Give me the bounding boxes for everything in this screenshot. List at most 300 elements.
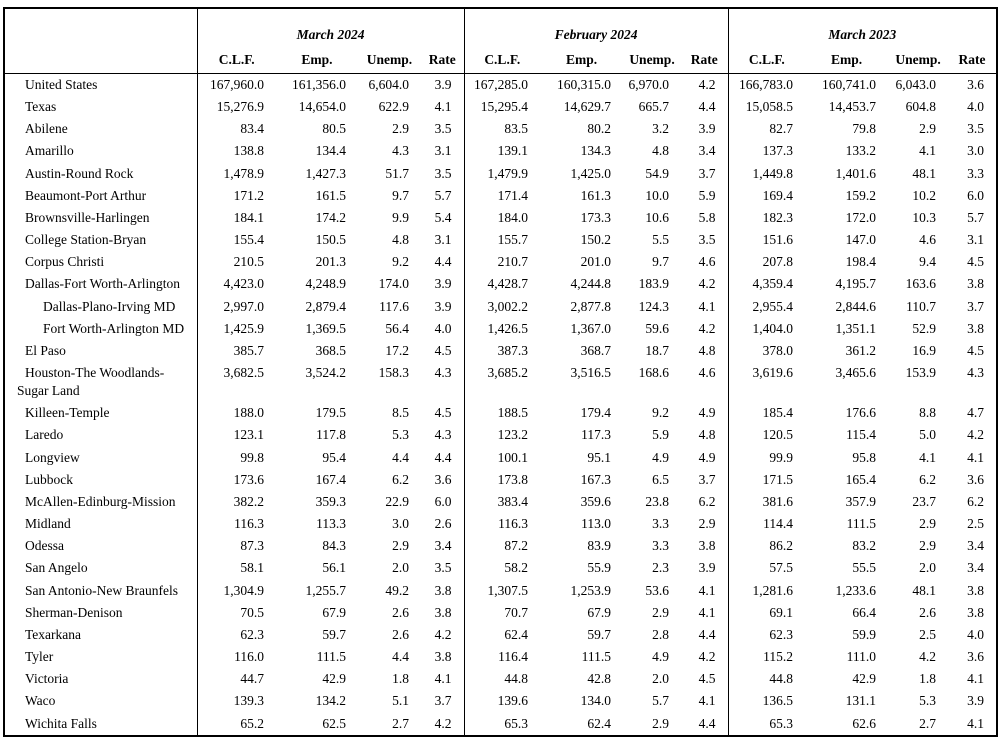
value-cell: 62.3 xyxy=(197,624,276,646)
value-cell: 3.4 xyxy=(434,538,452,554)
value-cell: 4.1 xyxy=(967,671,985,687)
value-cell: 66.4 xyxy=(852,604,877,620)
value-cell: 9.9 xyxy=(392,209,409,225)
value-cell: 622.9 xyxy=(378,99,409,115)
value-cell: 51.7 xyxy=(385,165,409,181)
labor-force-table xyxy=(3,7,998,737)
value-cell: 171.2 xyxy=(197,185,276,207)
area-label: Dallas-Fort Worth-Arlington xyxy=(25,276,181,292)
value-cell: 3.9 xyxy=(434,77,452,92)
value-cell: 3.8 xyxy=(967,604,985,620)
value-cell: 99.9 xyxy=(728,447,805,469)
value-cell: 1,401.6 xyxy=(835,165,877,181)
value-cell: 23.7 xyxy=(912,493,937,509)
value-cell: 54.9 xyxy=(645,165,670,181)
value-cell: 3.3 xyxy=(652,538,670,554)
table-row xyxy=(4,229,997,251)
value-cell: 4.3 xyxy=(967,365,985,381)
value-cell: 4.4 xyxy=(392,649,409,665)
value-cell: 134.4 xyxy=(315,143,346,159)
value-cell: 4,423.0 xyxy=(197,273,276,295)
value-cell: 42.9 xyxy=(852,671,877,687)
value-cell: 134.3 xyxy=(580,143,612,159)
value-cell: 1,426.5 xyxy=(464,318,540,340)
value-cell: 1,425.9 xyxy=(197,318,276,340)
area-label: Abilene xyxy=(25,121,68,137)
area-label: El Paso xyxy=(25,342,66,358)
value-cell: 15,058.5 xyxy=(728,96,805,118)
value-cell: 95.8 xyxy=(852,449,877,465)
column-header-emp: Emp. xyxy=(540,43,623,74)
value-cell: 3.6 xyxy=(967,649,985,665)
value-cell: 3.4 xyxy=(698,143,716,159)
value-cell: 4.4 xyxy=(698,99,716,115)
value-cell: 188.5 xyxy=(464,402,540,424)
value-cell: 6,970.0 xyxy=(628,77,670,92)
value-cell: 49.2 xyxy=(385,582,409,598)
value-cell: 83.5 xyxy=(464,118,540,140)
value-cell: 4.0 xyxy=(434,320,452,336)
value-cell: 65.3 xyxy=(728,713,805,736)
value-cell: 161,356.0 xyxy=(292,77,346,92)
value-cell: 83.9 xyxy=(587,538,612,554)
value-cell: 44.8 xyxy=(464,668,540,690)
value-cell: 361.2 xyxy=(845,342,877,358)
value-cell: 4.8 xyxy=(698,427,716,443)
value-cell: 160,315.0 xyxy=(557,77,612,92)
value-cell: 48.1 xyxy=(912,582,937,598)
value-cell: 1,351.1 xyxy=(835,320,877,336)
value-cell: 55.5 xyxy=(852,560,877,576)
value-cell: 123.1 xyxy=(197,424,276,446)
value-cell: 23.8 xyxy=(645,493,670,509)
value-cell: 6.0 xyxy=(967,187,985,203)
value-cell: 5.3 xyxy=(919,693,937,709)
value-cell: 3.9 xyxy=(434,276,452,292)
value-cell: 4.9 xyxy=(698,405,716,421)
value-cell: 8.5 xyxy=(392,405,409,421)
value-cell: 84.3 xyxy=(322,538,346,554)
value-cell: 5.7 xyxy=(967,209,985,225)
value-cell: 179.4 xyxy=(580,405,612,421)
value-cell: 3.8 xyxy=(434,582,452,598)
value-cell: 2.9 xyxy=(652,604,670,620)
value-cell: 87.2 xyxy=(464,535,540,557)
value-cell: 59.7 xyxy=(587,626,612,642)
value-cell: 182.3 xyxy=(728,207,805,229)
value-cell: 4.5 xyxy=(967,254,985,270)
value-cell: 378.0 xyxy=(728,340,805,362)
column-header-clf: C.L.F. xyxy=(197,43,276,74)
value-cell: 359.6 xyxy=(580,493,612,509)
value-cell: 124.3 xyxy=(638,298,670,314)
value-cell: 3,524.2 xyxy=(305,365,346,381)
value-cell: 179.5 xyxy=(315,405,346,421)
value-cell: 10.0 xyxy=(645,187,670,203)
value-cell: 3.8 xyxy=(434,649,452,665)
value-cell: 87.3 xyxy=(197,535,276,557)
table-row xyxy=(4,207,997,229)
value-cell: 4.9 xyxy=(698,449,716,465)
value-cell: 42.9 xyxy=(322,671,346,687)
value-cell: 2.9 xyxy=(919,538,937,554)
area-label: Odessa xyxy=(25,538,64,554)
value-cell: 9.2 xyxy=(392,254,409,270)
area-label: Amarillo xyxy=(25,143,74,159)
value-cell: 53.6 xyxy=(645,582,670,598)
value-cell: 115.4 xyxy=(846,427,877,443)
value-cell: 1.8 xyxy=(919,671,937,687)
value-cell: 1,307.5 xyxy=(464,580,540,602)
value-cell: 4,244.8 xyxy=(570,276,612,292)
value-cell: 116.3 xyxy=(464,513,540,535)
value-cell: 173.8 xyxy=(464,469,540,491)
table-row xyxy=(4,340,997,362)
value-cell: 3,682.5 xyxy=(197,362,276,402)
value-cell: 383.4 xyxy=(464,491,540,513)
value-cell: 4.1 xyxy=(919,449,937,465)
area-label: Killeen-Temple xyxy=(25,405,110,421)
value-cell: 4.1 xyxy=(967,449,985,465)
value-cell: 4.2 xyxy=(967,427,985,443)
value-cell: 5.7 xyxy=(434,187,452,203)
column-header-clf: C.L.F. xyxy=(728,43,805,74)
value-cell: 1.8 xyxy=(392,671,409,687)
value-cell: 4.1 xyxy=(967,715,985,731)
value-cell: 2.9 xyxy=(392,538,409,554)
value-cell: 9.4 xyxy=(919,254,937,270)
value-cell: 184.1 xyxy=(197,207,276,229)
value-cell: 131.1 xyxy=(845,693,877,709)
value-cell: 2.7 xyxy=(392,715,409,731)
value-cell: 42.8 xyxy=(587,671,612,687)
value-cell: 357.9 xyxy=(845,493,877,509)
value-cell: 2.5 xyxy=(967,516,985,532)
value-cell: 62.4 xyxy=(587,715,612,731)
value-cell: 3.9 xyxy=(967,693,985,709)
value-cell: 70.5 xyxy=(197,602,276,624)
value-cell: 59.9 xyxy=(852,626,877,642)
value-cell: 6.5 xyxy=(652,471,670,487)
value-cell: 67.9 xyxy=(587,604,612,620)
table-header xyxy=(4,8,997,74)
area-label: United States xyxy=(25,77,98,92)
value-cell: 3.5 xyxy=(967,121,985,137)
value-cell: 2.8 xyxy=(652,626,670,642)
column-header-rate: Rate xyxy=(421,43,464,74)
value-cell: 123.2 xyxy=(464,424,540,446)
value-cell: 176.6 xyxy=(845,405,877,421)
area-label: Austin-Round Rock xyxy=(25,165,134,181)
column-header-unemp: Unemp. xyxy=(623,43,681,74)
value-cell: 111.5 xyxy=(316,649,346,665)
table-row xyxy=(4,668,997,690)
table-row xyxy=(4,296,997,318)
value-cell: 65.3 xyxy=(464,713,540,736)
value-cell: 4,248.9 xyxy=(305,276,346,292)
value-cell: 4.3 xyxy=(434,427,452,443)
value-cell: 17.2 xyxy=(385,342,409,358)
value-cell: 116.3 xyxy=(197,513,276,535)
value-cell: 59.7 xyxy=(322,626,346,642)
table-row xyxy=(4,491,997,513)
value-cell: 134.0 xyxy=(580,693,612,709)
value-cell: 3,465.6 xyxy=(835,365,877,381)
area-label: Wichita Falls xyxy=(25,715,97,731)
value-cell: 3.1 xyxy=(434,232,452,248)
value-cell: 18.7 xyxy=(645,342,670,358)
value-cell: 173.3 xyxy=(580,209,612,225)
value-cell: 136.5 xyxy=(728,690,805,712)
value-cell: 2,877.8 xyxy=(570,298,612,314)
value-cell: 665.7 xyxy=(638,99,670,115)
value-cell: 166,783.0 xyxy=(728,74,805,97)
value-cell: 44.7 xyxy=(197,668,276,690)
table-row xyxy=(4,624,997,646)
value-cell: 3.8 xyxy=(698,538,716,554)
value-cell: 120.5 xyxy=(728,424,805,446)
value-cell: 1,369.5 xyxy=(305,320,346,336)
value-cell: 3.1 xyxy=(967,232,985,248)
area-label: Beaumont-Port Arthur xyxy=(25,187,147,203)
value-cell: 115.2 xyxy=(728,646,805,668)
value-cell: 161.3 xyxy=(580,187,612,203)
value-cell: 201.0 xyxy=(580,254,612,270)
value-cell: 4.7 xyxy=(967,405,985,421)
value-cell: 65.2 xyxy=(197,713,276,736)
area-label: McAllen-Edinburg-Mission xyxy=(25,493,176,509)
value-cell: 3.4 xyxy=(967,560,985,576)
value-cell: 6,043.0 xyxy=(895,77,937,92)
value-cell: 1,304.9 xyxy=(197,580,276,602)
value-cell: 9.2 xyxy=(652,405,670,421)
value-cell: 150.2 xyxy=(580,232,612,248)
value-cell: 14,654.0 xyxy=(298,99,346,115)
value-cell: 3.6 xyxy=(967,471,985,487)
value-cell: 10.3 xyxy=(912,209,937,225)
area-label: Houston-The Woodlands-Sugar Land xyxy=(17,365,165,399)
value-cell: 168.6 xyxy=(638,365,670,381)
value-cell: 4,359.4 xyxy=(728,273,805,295)
value-cell: 95.1 xyxy=(587,449,612,465)
value-cell: 6.0 xyxy=(434,493,452,509)
table-row xyxy=(4,273,997,295)
table-row xyxy=(4,535,997,557)
value-cell: 4.1 xyxy=(434,671,452,687)
value-cell: 1,478.9 xyxy=(197,163,276,185)
value-cell: 1,427.3 xyxy=(305,165,346,181)
value-cell: 150.5 xyxy=(315,232,346,248)
value-cell: 4.6 xyxy=(919,232,937,248)
value-cell: 137.3 xyxy=(728,140,805,162)
value-cell: 4.0 xyxy=(967,99,985,115)
area-label: Lubbock xyxy=(25,471,73,487)
value-cell: 3.5 xyxy=(434,560,452,576)
value-cell: 368.5 xyxy=(315,342,346,358)
value-cell: 387.3 xyxy=(464,340,540,362)
value-cell: 188.0 xyxy=(197,402,276,424)
value-cell: 3.0 xyxy=(967,143,985,159)
value-cell: 2.0 xyxy=(919,560,937,576)
area-label: Fort Worth-Arlington MD xyxy=(43,320,185,336)
area-label: Victoria xyxy=(25,671,69,687)
value-cell: 9.7 xyxy=(392,187,409,203)
value-cell: 5.7 xyxy=(652,693,670,709)
value-cell: 359.3 xyxy=(315,493,346,509)
value-cell: 171.4 xyxy=(464,185,540,207)
value-cell: 4.4 xyxy=(434,254,452,270)
value-cell: 3.8 xyxy=(967,276,985,292)
value-cell: 117.6 xyxy=(379,298,409,314)
table-row xyxy=(4,318,997,340)
value-cell: 147.0 xyxy=(845,232,877,248)
value-cell: 2.0 xyxy=(392,560,409,576)
value-cell: 4.5 xyxy=(434,405,452,421)
value-cell: 381.6 xyxy=(728,491,805,513)
value-cell: 4.6 xyxy=(698,254,716,270)
period-header-row xyxy=(4,8,997,43)
area-label: Brownsville-Harlingen xyxy=(25,209,150,225)
column-header-clf: C.L.F. xyxy=(464,43,540,74)
value-cell: 5.9 xyxy=(698,187,716,203)
value-cell: 3.5 xyxy=(434,121,452,137)
table-row xyxy=(4,469,997,491)
table-row xyxy=(4,74,997,97)
value-cell: 153.9 xyxy=(905,365,937,381)
area-label: Tyler xyxy=(25,649,54,665)
value-cell: 3.5 xyxy=(698,232,716,248)
area-label: Longview xyxy=(25,449,80,465)
table-row xyxy=(4,140,997,162)
value-cell: 16.9 xyxy=(912,342,937,358)
table-row xyxy=(4,96,997,118)
value-cell: 4.3 xyxy=(392,143,409,159)
value-cell: 52.9 xyxy=(912,320,937,336)
value-cell: 3.8 xyxy=(434,604,452,620)
value-cell: 55.9 xyxy=(587,560,612,576)
value-cell: 155.4 xyxy=(197,229,276,251)
value-cell: 3.0 xyxy=(392,516,409,532)
value-cell: 62.4 xyxy=(464,624,540,646)
value-cell: 5.8 xyxy=(698,209,716,225)
value-cell: 1,233.6 xyxy=(835,582,877,598)
value-cell: 10.6 xyxy=(645,209,670,225)
value-cell: 3,516.5 xyxy=(570,365,612,381)
value-cell: 4.1 xyxy=(698,582,716,598)
area-label: San Angelo xyxy=(25,560,88,576)
value-cell: 604.8 xyxy=(905,99,937,115)
value-cell: 62.6 xyxy=(852,715,877,731)
value-cell: 1,425.0 xyxy=(570,165,612,181)
value-cell: 57.5 xyxy=(728,557,805,579)
value-cell: 3.3 xyxy=(652,516,670,532)
table-row xyxy=(4,251,997,273)
value-cell: 58.2 xyxy=(464,557,540,579)
value-cell: 3.1 xyxy=(434,143,452,159)
value-cell: 117.3 xyxy=(581,427,612,443)
value-cell: 185.4 xyxy=(728,402,805,424)
value-cell: 3.9 xyxy=(698,121,716,137)
value-cell: 4.9 xyxy=(652,649,670,665)
value-cell: 79.8 xyxy=(852,121,877,137)
value-cell: 69.1 xyxy=(728,602,805,624)
value-cell: 385.7 xyxy=(197,340,276,362)
value-cell: 111.5 xyxy=(846,516,877,532)
value-cell: 111.5 xyxy=(581,649,612,665)
value-cell: 62.5 xyxy=(322,715,346,731)
area-label: Waco xyxy=(25,693,56,709)
table-row xyxy=(4,185,997,207)
value-cell: 1,367.0 xyxy=(570,320,612,336)
value-cell: 4.9 xyxy=(652,449,670,465)
value-cell: 117.8 xyxy=(316,427,346,443)
value-cell: 1,449.8 xyxy=(728,163,805,185)
value-cell: 6.2 xyxy=(392,471,409,487)
value-cell: 167.4 xyxy=(315,471,346,487)
value-cell: 184.0 xyxy=(464,207,540,229)
value-cell: 6.2 xyxy=(967,493,985,509)
column-header-emp: Emp. xyxy=(276,43,358,74)
table-row xyxy=(4,646,997,668)
value-cell: 58.1 xyxy=(197,557,276,579)
value-cell: 4.4 xyxy=(434,449,452,465)
value-cell: 116.0 xyxy=(197,646,276,668)
value-cell: 3.7 xyxy=(967,298,985,314)
value-cell: 3.4 xyxy=(967,538,985,554)
value-cell: 5.1 xyxy=(392,693,409,709)
value-cell: 4.2 xyxy=(698,77,716,92)
value-cell: 183.9 xyxy=(638,276,670,292)
value-cell: 3.8 xyxy=(967,320,985,336)
column-header-unemp: Unemp. xyxy=(358,43,421,74)
value-cell: 138.8 xyxy=(197,140,276,162)
value-cell: 82.7 xyxy=(728,118,805,140)
value-cell: 4.2 xyxy=(698,649,716,665)
value-cell: 3.7 xyxy=(434,693,452,709)
area-label: College Station-Bryan xyxy=(25,232,147,248)
value-cell: 1,253.9 xyxy=(570,582,612,598)
value-cell: 3.3 xyxy=(967,165,985,181)
value-cell: 5.9 xyxy=(652,427,670,443)
value-cell: 2.9 xyxy=(919,121,937,137)
value-cell: 4.1 xyxy=(698,298,716,314)
value-cell: 3.8 xyxy=(967,582,985,598)
value-cell: 3.9 xyxy=(434,298,452,314)
value-cell: 80.2 xyxy=(587,121,612,137)
value-cell: 139.6 xyxy=(464,690,540,712)
value-cell: 4.1 xyxy=(698,604,716,620)
value-cell: 3.2 xyxy=(652,121,670,137)
value-cell: 3,619.6 xyxy=(728,362,805,402)
value-cell: 3.5 xyxy=(434,165,452,181)
value-cell: 10.2 xyxy=(912,187,937,203)
area-label: Laredo xyxy=(25,427,64,443)
value-cell: 3.7 xyxy=(698,471,716,487)
value-cell: 4.8 xyxy=(392,232,409,248)
value-cell: 9.7 xyxy=(652,254,670,270)
value-cell: 167,960.0 xyxy=(197,74,276,97)
value-cell: 111.0 xyxy=(846,649,877,665)
value-cell: 6.2 xyxy=(919,471,937,487)
value-cell: 62.3 xyxy=(728,624,805,646)
value-cell: 4.2 xyxy=(434,626,452,642)
value-cell: 5.4 xyxy=(434,209,452,225)
value-cell: 6.2 xyxy=(698,493,716,509)
value-cell: 4.8 xyxy=(652,143,670,159)
value-cell: 2,879.4 xyxy=(305,298,346,314)
value-cell: 160,741.0 xyxy=(822,77,877,92)
value-cell: 86.2 xyxy=(728,535,805,557)
